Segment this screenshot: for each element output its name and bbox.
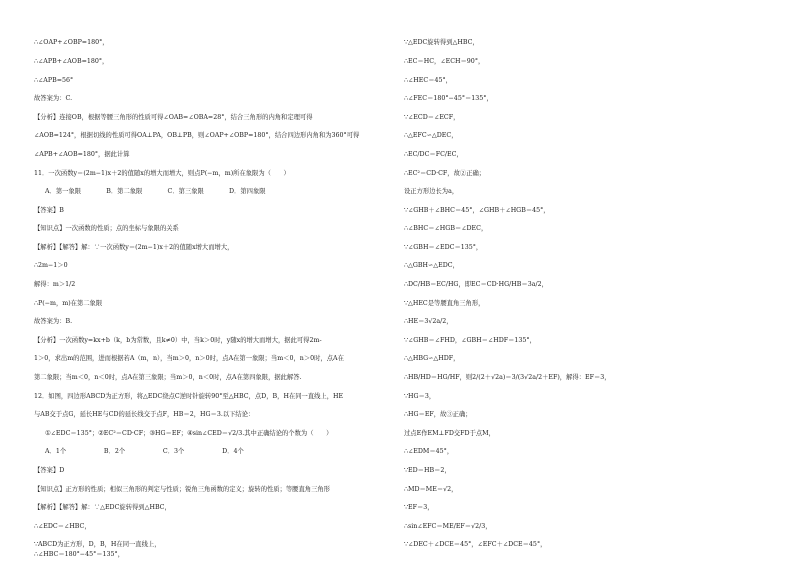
text-line: 【分析】连接OB，根据等腰三角形的性质可得∠OAB=∠OBA=28°，结合三角形的内角和定理可得 xyxy=(34,114,313,121)
answer-label: 【答案】B xyxy=(34,207,64,214)
text-line: ∠APB+∠AOB=180°，据此计算 xyxy=(34,151,130,158)
text-line: ∴HG＝EF，故③正确； xyxy=(404,411,472,418)
text-line: ∴∠HBC＝180°−45°＝135°， xyxy=(34,551,124,558)
text-line: ∴EC/DC＝FC/EC， xyxy=(404,151,463,158)
text-line: ∴DC/HB＝EC/HG，即EC＝CD·HG/HB＝3a/2， xyxy=(404,281,548,288)
text-line: ①∠EDC＝135°；②EC²＝CD·CF；③HG＝EF；④sin∠CED＝√2/3.其中正确结论的个数为（ ） xyxy=(45,430,333,437)
text-line: ∵∠GHB＝∠FHD，∠GBH＝∠HDF＝135°， xyxy=(404,337,536,344)
text-line: ∴△GBH∽△EDC， xyxy=(404,262,459,269)
text-line: 【解析】【解答】解：∵一次函数y＝(2m−1)x＋2的值随x增大而增大， xyxy=(34,244,234,251)
text-line: ∴MD＝ME＝√2， xyxy=(404,486,458,493)
text-line: ∴∠FEC＝180°−45°＝135°， xyxy=(404,95,493,102)
text-line: 故答案为：C. xyxy=(34,95,73,102)
text-line: ∴∠APB+∠AOB=180°， xyxy=(34,58,109,65)
text-line: ∵ABCD为正方形，D，B，H在同一直线上， xyxy=(34,541,161,548)
text-line: ∵∠GHB＋∠BHC＝45°，∠GHB＋∠HGB＝45°， xyxy=(404,207,550,214)
text-line: ∵HG＝3， xyxy=(404,393,436,400)
text-line: ∵∠ECD＝∠ECF， xyxy=(404,114,460,121)
answer-label: 【答案】D xyxy=(34,467,65,474)
text-line: 1＞0，求出m的范围，进而根据若A（m，n），当m＞0，n＞0时，点A在第一象限；当m＜0，n＞0时，点A在 xyxy=(34,355,344,362)
text-line: ∵△HEC是等腰直角三角形， xyxy=(404,300,485,307)
text-line: ∴△HBG∽△HDF， xyxy=(404,355,460,362)
text-line: ∠AOB=124°，根据切线的性质可得OA⊥PA，OB⊥PB，则∠OAP+∠OBP=180°，结合四边形内角和为360°可得 xyxy=(34,132,360,139)
text-line: 设正方形边长为a， xyxy=(404,188,459,195)
text-line: ∴∠OAP+∠OBP=180°， xyxy=(34,39,109,46)
text-line: ∴∠HEC＝45°， xyxy=(404,77,452,84)
text-line: ∴∠APB=56° xyxy=(34,77,74,84)
question-11: 11．一次函数y＝(2m−1)x＋2的值随x的增大而增大，则点P(−m，m)所在象限为（ ） xyxy=(34,170,290,177)
text-line: ∴EC＝HC，∠ECH＝90°， xyxy=(404,58,485,65)
text-line: ∴∠EDC＝∠HBC， xyxy=(34,523,91,530)
text-line: ∵∠DEC＋∠DCE＝45°，∠EFC＋∠DCE＝45°， xyxy=(404,541,547,548)
text-line: 故答案为：B. xyxy=(34,318,73,325)
text-line: ∴sin∠EFC＝ME/EF＝√2/3， xyxy=(404,523,492,530)
question-12: 12．如图，四边形ABCD为正方形，将△EDC绕点C逆时针旋转90°至△HBC，点D，B，H在同一直线上，HE xyxy=(34,393,344,400)
text-line: 解得：m＞1/2 xyxy=(34,281,76,288)
text-line: ∵EF＝3， xyxy=(404,504,434,511)
text-line: ∵∠GBH＝∠EDC＝135°， xyxy=(404,244,483,251)
text-line: ∴P(−m，m)在第二象限 xyxy=(34,300,103,307)
text-line: ∴∠BHC＝∠HGB＝∠DEC， xyxy=(404,225,488,232)
text-line: 过点E作EM⊥FD交FD于点M， xyxy=(404,430,495,437)
text-line: ∴2m−1＞0 xyxy=(34,262,68,269)
text-line: ∴∠EDM＝45°， xyxy=(404,448,454,455)
text-line: ∵△EDC旋转得到△HBC， xyxy=(404,39,479,46)
question-12-options: A．1个 B．2个 C．3个 D．4个 xyxy=(45,448,244,455)
knowledge-point: 【知识点】一次函数的性质；点的坐标与象限的关系 xyxy=(34,225,179,232)
text-line: 【分析】一次函数y=kx+b（k，b为常数，且k≠0）中，当k＞0时，y随x的增大而增大，据此可得2m- xyxy=(34,337,322,344)
question-11-options: A．第一象限 B．第二象限 C．第三象限 D．第四象限 xyxy=(45,188,266,195)
text-line: ∴EC²＝CD·CF，故②正确； xyxy=(404,170,486,177)
knowledge-point: 【知识点】正方形的性质；相似三角形的判定与性质；锐角三角函数的定义；旋转的性质；等腰直角三角形 xyxy=(34,486,330,493)
text-line: ∴HE＝3√2a/2， xyxy=(404,318,453,325)
text-line: 与AB交于点G，延长HE与CD的延长线交于点F，HB＝2，HG＝3.以下结论： xyxy=(34,411,255,418)
text-line: ∴HB/HD＝HG/HF，则2/(2＋√2a)＝3/(3√2a/2＋EF)，解得：EF＝3， xyxy=(404,374,611,381)
text-line: ∴△EFC∽△DEC， xyxy=(404,132,458,139)
text-line: 【解析】【解答】解：∵△EDC旋转得到△HBC， xyxy=(34,504,171,511)
text-line: ∵ED＝HB＝2， xyxy=(404,467,451,474)
text-line: 第二象限；当m＜0，n＜0时，点A在第三象限；当m＞0，n＜0时，点A在第四象限，据此解答. xyxy=(34,374,302,381)
